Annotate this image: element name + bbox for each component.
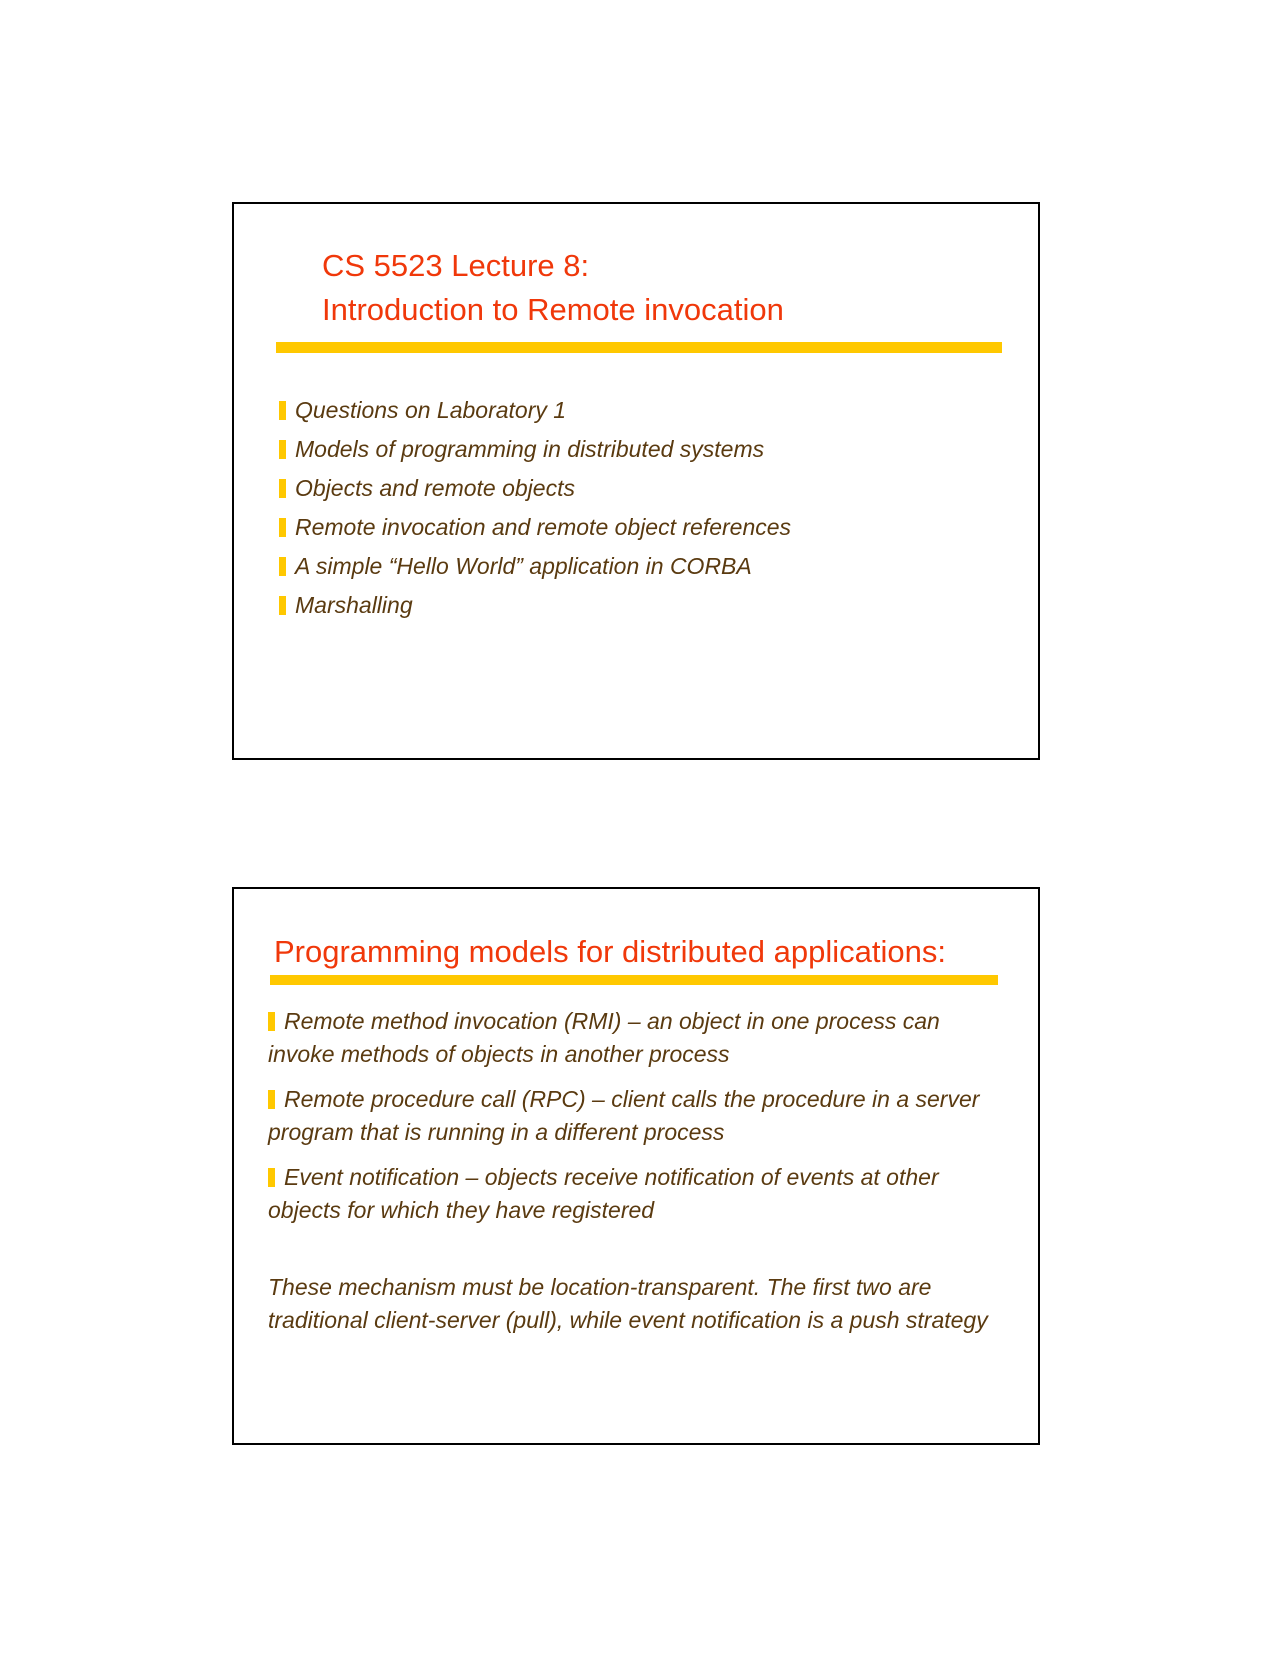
bullet-text: Remote invocation and remote object references [295,514,792,540]
bullet-paragraph [268,1005,1008,1071]
slide-2-title: Programming models for distributed applications: [274,934,946,969]
bullet-item [279,469,791,508]
bullet-icon [279,440,286,459]
bullet-icon [279,518,286,537]
bullet-icon [279,557,286,576]
bullet-item [279,391,791,430]
bullet-paragraph [268,1083,1008,1149]
slide-2 [232,887,1040,1445]
summary-note: These mechanism must be location-transparent. The first two are traditional client-server (pull), while event notification is a push strategy [268,1274,988,1333]
bullet-item [279,508,791,547]
bullet-text: Questions on Laboratory 1 [295,397,567,423]
bullet-icon [268,1090,275,1109]
slide-1 [232,202,1040,760]
slide-1-title [322,244,784,332]
bullet-paragraph [268,1161,1008,1227]
bullet-text: Remote method invocation (RMI) – an object in one process can invoke methods of objects in another process [268,1008,940,1067]
slide-1-bullet-list [279,391,791,625]
bullet-item [279,586,791,625]
title-underline-rule [276,342,1002,353]
bullet-text: A simple “Hello World” application in CORBA [295,553,752,579]
slide-1-title-line-2: Introduction to Remote invocation [322,292,784,327]
bullet-item [279,547,791,586]
bullet-icon [279,401,286,420]
bullet-icon [268,1168,275,1187]
bullet-text: Marshalling [295,592,413,618]
slide-1-title-line-1: CS 5523 Lecture 8: [322,248,590,283]
bullet-text: Remote procedure call (RPC) – client calls the procedure in a server program that is running in a different process [268,1086,980,1145]
slide-2-content [268,1005,1008,1337]
bullet-icon [279,479,286,498]
bullet-item [279,430,791,469]
bullet-text: Models of programming in distributed systems [295,436,765,462]
title-underline-rule [270,975,998,985]
bullet-icon [279,596,286,615]
bullet-text: Objects and remote objects [295,475,575,501]
bullet-icon [268,1012,275,1031]
bullet-text: Event notification – objects receive notification of events at other objects for which they have registered [268,1164,939,1223]
